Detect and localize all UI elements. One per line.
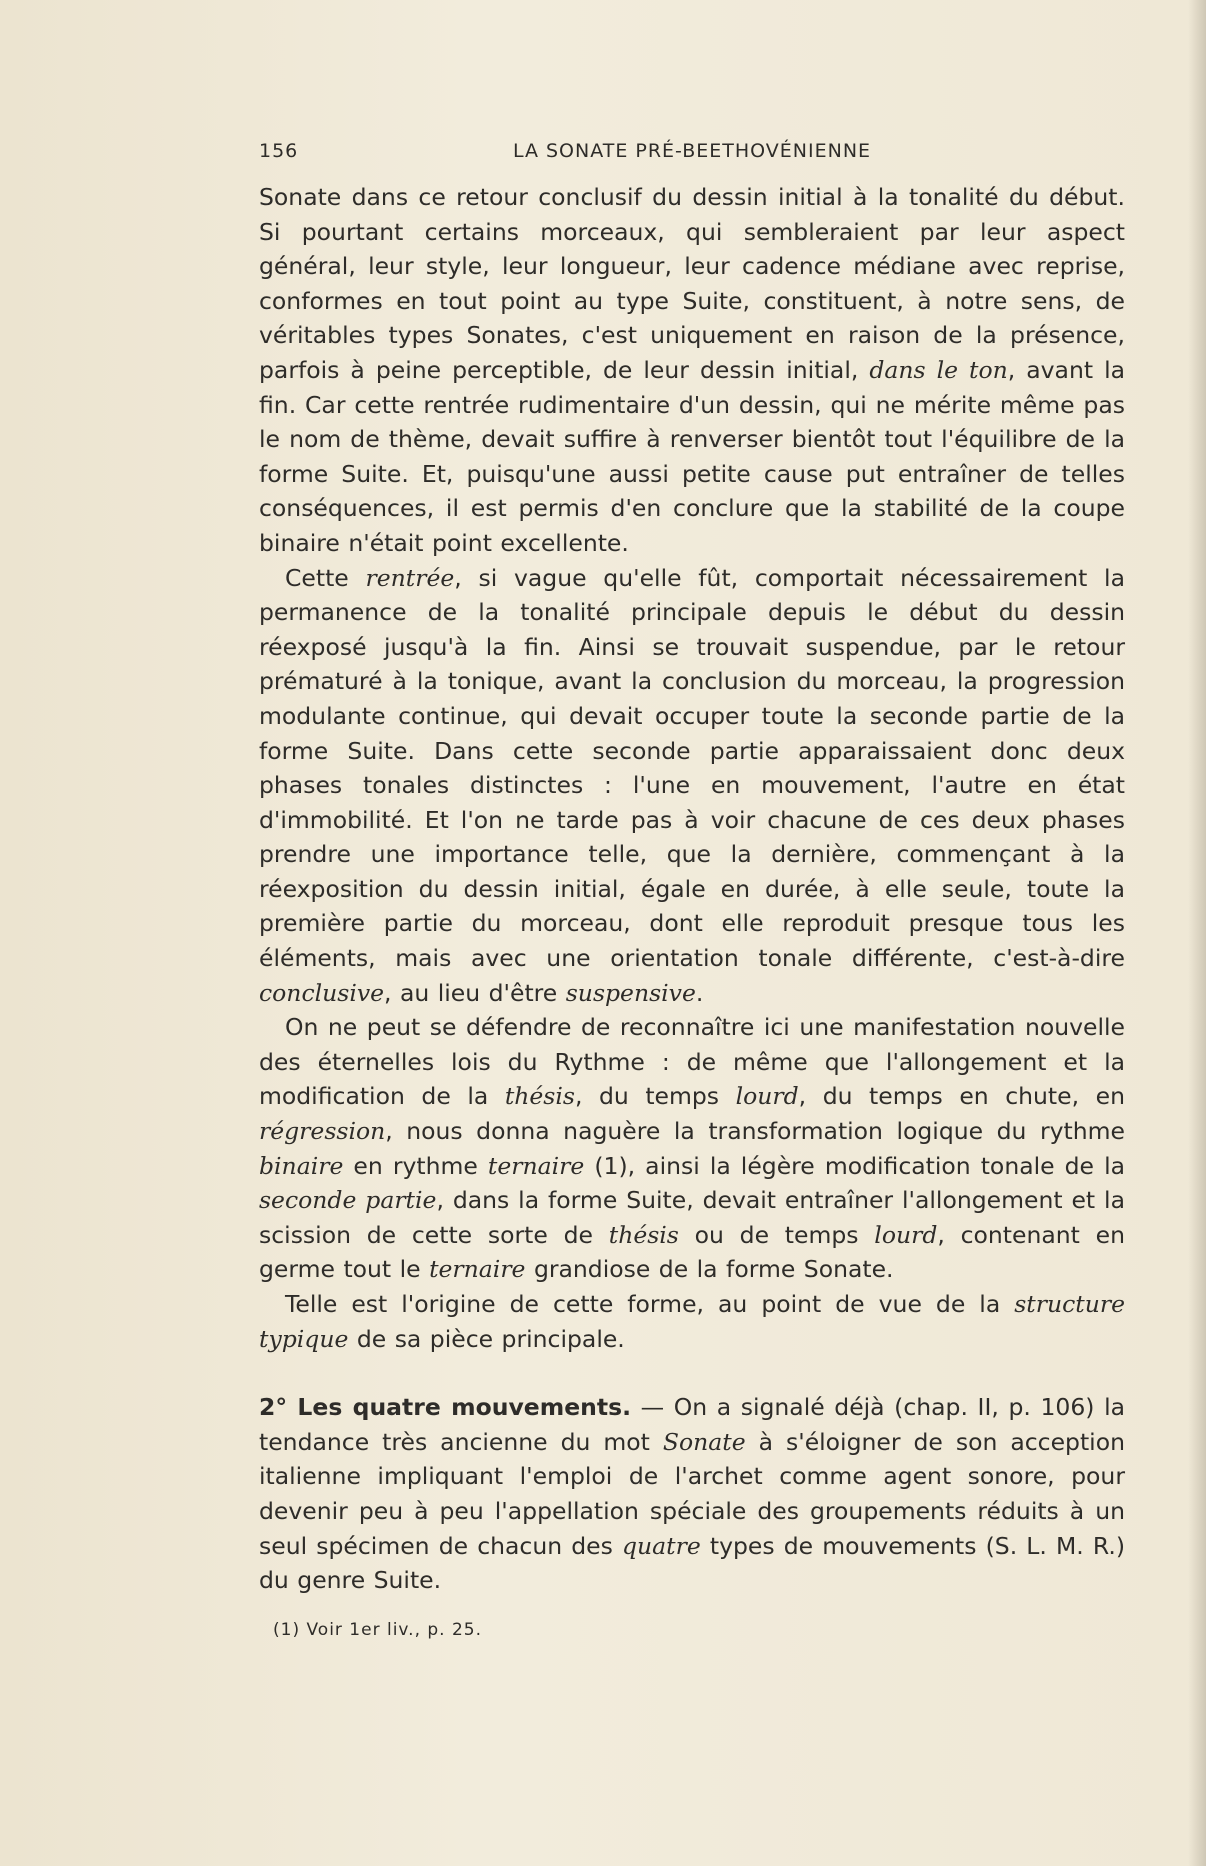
paragraph-4 — [259, 1287, 1125, 1356]
text-block — [259, 140, 1125, 1640]
section-gap — [259, 1356, 1125, 1390]
italic-run: régression — [259, 1117, 386, 1146]
italic-run: binaire — [259, 1151, 344, 1180]
text-run: — On a signalé déjà (chap. II, p. 106) la tendance très ancienne du mot — [259, 1393, 1126, 1456]
text-run: , dans la forme Suite, devait entraîner l'allongement et la scission de cette sorte de — [259, 1186, 1125, 1249]
text-run: Telle est l'origine de cette forme, au point de vue de la — [285, 1290, 1015, 1318]
italic-run: ternaire — [487, 1151, 585, 1180]
text-run: types de mouvements (S. L. M. R.) du genre Suite. — [259, 1531, 1125, 1595]
italic-run: conclusive — [259, 978, 385, 1007]
text-run: , si vague qu'elle fût, comportait nécessairement la permanence de la tonalité principale depuis le début du dessin réexposé jusqu'à la fin. Ainsi se trouvait suspendue, par le retour prématuré à la tonique, avant la conclusion du morceau, la progression modulante continue, qui devait occuper toute la seconde partie de la forme Suite. Dans cette seconde partie apparaissaient donc deux phases tonales distinctes : l'une en mouvement, l'autre en état d'immobilité. Et l'on ne tarde pas à voir chacune de ces deux phases prendre une importance telle, que la dernière, commençant à la réexposition du dessin initial, égale en durée, à elle seule, toute la première partie du morceau, dont elle reproduit presque tous les éléments, mais avec une orientation tonale différente, c'est-à-dire — [259, 563, 1125, 973]
text-run: de sa pièce principale. — [348, 1324, 625, 1353]
body-text — [259, 180, 1125, 1598]
paragraph-1 — [259, 180, 1125, 561]
text-run: , au lieu d'être — [384, 978, 566, 1007]
italic-run: seconde partie — [259, 1186, 437, 1215]
text-run: à s'éloigner de son acception italienne impliquant l'emploi de l'archet comme agent sonore, pour devenir peu à peu l'appellation spéciale des groupements réduits à un seul spécimen de chacun des — [259, 1427, 1125, 1560]
paragraph-2 — [259, 561, 1125, 1011]
page-number: 156 — [259, 140, 299, 162]
text-run: . — [695, 978, 704, 1007]
text-run: (1), ainsi la légère modification tonale de la — [584, 1151, 1126, 1180]
italic-run: suspensive — [565, 978, 696, 1007]
footnote: (1) Voir 1er liv., p. 25. — [273, 1619, 483, 1640]
italic-run: thésis — [608, 1220, 679, 1249]
text-run: On ne peut se défendre de reconnaître ici une manifestation nouvelle des éternelles lois du Rythme : de même que l'allongement et la modification de la — [259, 1013, 1125, 1111]
running-title: LA SONATE PRÉ-BEETHOVÉNIENNE — [512, 140, 872, 162]
italic-run: ternaire — [429, 1255, 526, 1284]
text-run: Sonate dans ce retour conclusif du dessin initial à la tonalité du début. Si pourtant certains morceaux, qui sembleraient par leur aspect général, leur style, leur longueur, leur cadence médiane avec reprise, conformes en tout point au type Suite, constituent, à notre sens, de véritables types Sonates, c'est uniquement en raison de la présence, parfois à peine perceptible, de leur dessin initial, — [259, 183, 1125, 384]
section-heading: 2° Les quatre mouvements. — [259, 1393, 632, 1422]
italic-run: rentrée — [365, 563, 455, 592]
page-gutter-shadow — [1188, 0, 1206, 1866]
text-run: , nous donna naguère la transformation logique du rythme — [385, 1117, 1125, 1146]
italic-run: lourd — [735, 1082, 799, 1111]
italic-run: dans le ton — [869, 355, 1008, 384]
paragraph-3 — [259, 1010, 1125, 1287]
italic-run: Sonate — [662, 1427, 746, 1456]
italic-run: lourd — [874, 1220, 938, 1249]
italic-run: thésis — [504, 1082, 575, 1111]
paragraph-5-section — [259, 1390, 1125, 1598]
text-run: ou de temps — [678, 1220, 875, 1249]
italic-run: quatre — [621, 1531, 701, 1560]
running-head — [259, 140, 1125, 170]
text-run: , du temps — [574, 1082, 736, 1111]
italic-run: structure typique — [259, 1290, 1125, 1353]
text-run: , avant la fin. Car cette rentrée rudimentaire d'un dessin, qui ne mérite même pas le nom de thème, devait suffire à renverser bientôt tout l'équilibre de la forme Suite. Et, puisqu'une aussi petite cause put entraîner de telles conséquences, il est permis d'en conclure que la stabilité de la coupe binaire n'était point excellente. — [259, 355, 1125, 557]
text-run: en rythme — [343, 1151, 488, 1180]
text-run: grandiose de la forme Sonate. — [525, 1255, 894, 1284]
text-run: Cette — [285, 563, 366, 592]
text-run: , du temps en chute, en — [798, 1082, 1125, 1111]
text-run: , contenant en germe tout le — [259, 1220, 1125, 1284]
